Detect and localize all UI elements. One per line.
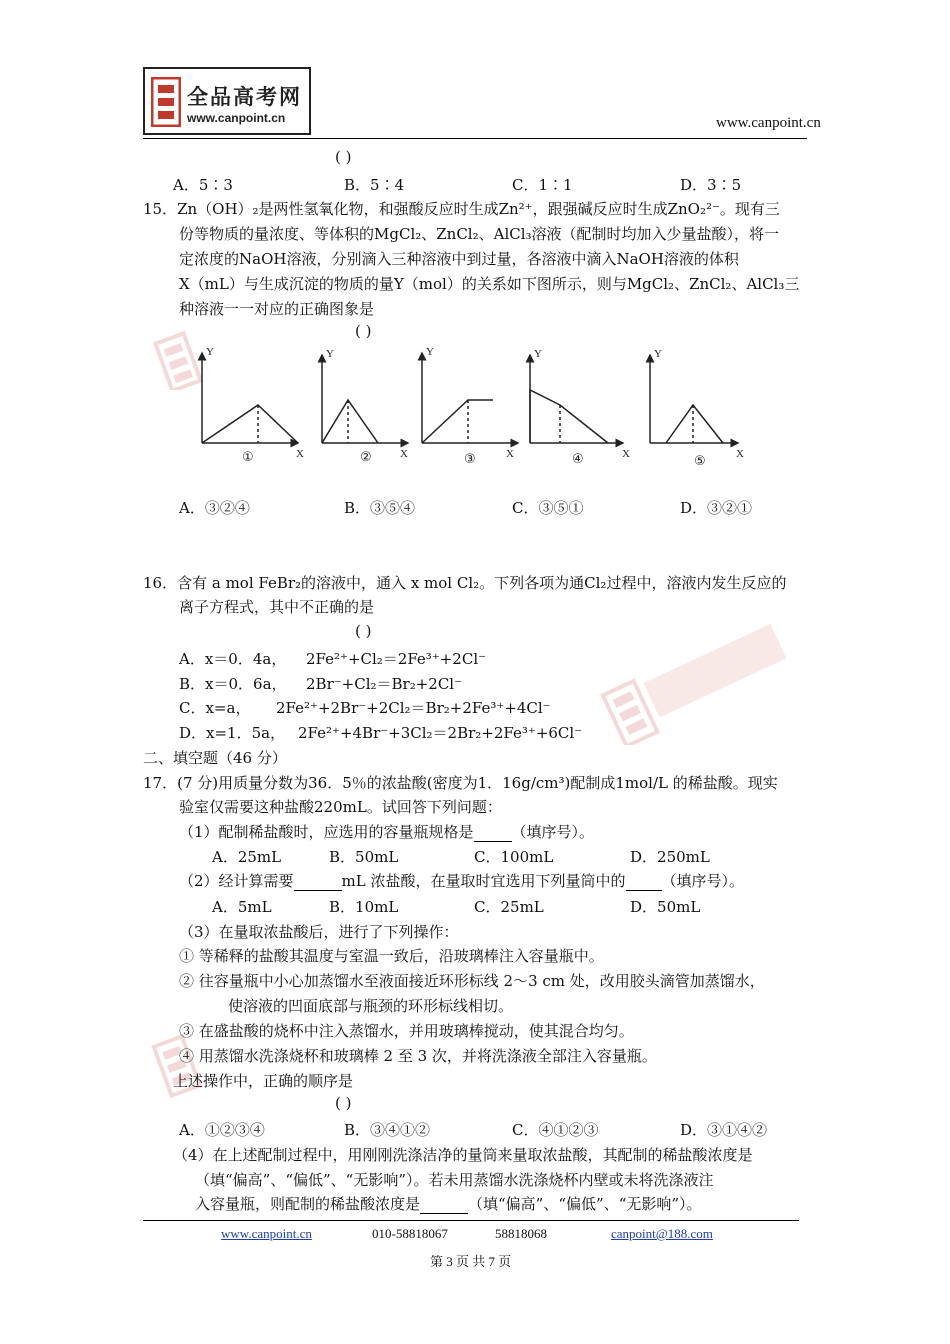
page-number: 第 3 页 共 7 页: [430, 1254, 512, 1269]
graph-4: [530, 355, 623, 443]
watermark-logo-icon: [595, 615, 795, 745]
q15-answer-paren: ( ): [355, 322, 372, 340]
q17-p1-option-c: C．100mL: [474, 848, 554, 866]
graph-1-x-label: X: [296, 448, 304, 460]
graph-2-label: ②: [360, 450, 372, 465]
q16-option-c-label: C．x=a，: [179, 699, 251, 717]
q17-p2-option-a: A．5mL: [212, 898, 272, 916]
q16-option-a-label: A．x＝0．4a，: [179, 650, 287, 668]
q17-p2-option-b: B．10mL: [329, 898, 399, 916]
footer-phone-2: 58818068: [495, 1226, 547, 1241]
q17-part-1-tail: （填序号）。: [511, 823, 595, 841]
graph-2: [322, 355, 408, 443]
q14-option-a: A．5∶3: [173, 176, 233, 194]
q17-step-4: ④ 用蒸馏水洗涤烧杯和玻璃棒 2 至 3 次，并将洗涤液全部注入容量瓶。: [179, 1047, 657, 1065]
q17-step-2-cont: 使溶液的凹面底部与瓶颈的环形标线相切。: [228, 997, 514, 1015]
q17-part-2-blank-cylinder[interactable]: [626, 876, 662, 891]
q17-order-option-b: B．③④①②: [344, 1121, 431, 1139]
q17-p2-option-d: D．50mL: [630, 898, 701, 916]
q17-step-3: ③ 在盛盐酸的烧杯中注入蒸馏水，并用玻璃棒搅动，使其混合均匀。: [179, 1022, 634, 1040]
q17-p1-option-d: D．250mL: [630, 848, 710, 866]
section-2-heading: 二、填空题（46 分）: [143, 749, 287, 767]
q17-part-4-line-1: （4）在上述配制过程中，用刚刚洗涤洁净的量筒来量取浓盐酸，其配制的稀盐酸浓度是: [173, 1146, 753, 1164]
q17-order-option-d: D．③①④②: [680, 1121, 768, 1139]
header-site-link[interactable]: www.canpoint.cn: [716, 115, 821, 131]
footer-rule: [143, 1220, 799, 1221]
q15-option-a: A．③②④: [179, 499, 250, 517]
q17-order-paren: ( ): [335, 1094, 352, 1112]
graph-3-x-label: X: [506, 448, 514, 460]
q17-order-option-c: C．④①②③: [512, 1121, 599, 1139]
q14-answer-paren: ( ): [335, 148, 352, 166]
graph-4-x-label: X: [622, 448, 630, 460]
q17-line-2: 验室仅需要这种盐酸220mL。试回答下列问题：: [179, 798, 502, 816]
q17-part-1: [179, 821, 594, 842]
q17-p1-option-a: A．25mL: [212, 848, 282, 866]
q15-line-2: 份等物质的量浓度、等体积的MgCl₂、ZnCl₂、AlCl₃溶液（配制时均加入少量盐酸），将一: [179, 225, 780, 243]
graph-1: [202, 353, 298, 443]
q17-part-3: （3）在量取浓盐酸后，进行了下列操作：: [179, 923, 459, 941]
graph-5-label: ⑤: [694, 454, 706, 469]
q16-line-1: 16．含有 a mol FeBr₂的溶液中，通入 x mol Cl₂。下列各项为通Cl₂过程中，溶液内发生反应的: [143, 574, 787, 592]
q17-part-2-text-b: mL 浓盐酸，在量取时宜选用下列量筒中的: [341, 872, 626, 890]
q17-order-question: 上述操作中，正确的顺序是: [173, 1072, 354, 1090]
graph-1-y-label: Y: [206, 346, 214, 358]
q15-line-4: X（mL）与生成沉淀的物质的量Y（mol）的关系如下图所示，则与MgCl₂、ZnCl₂、AlCl₃三: [179, 275, 800, 293]
q17-part-4-line-2: （填“偏高”、“偏低”、“无影响”）。若未用蒸馏水洗涤烧杯内壁或未将洗涤液注: [195, 1171, 714, 1189]
q15-option-d: D．③②①: [680, 499, 753, 517]
q14-option-b: B．5∶4: [344, 176, 405, 194]
q17-order-option-a: A．①②③④: [179, 1121, 265, 1139]
graph-2-x-label: X: [400, 448, 408, 460]
q17-part-1-blank[interactable]: [474, 827, 512, 842]
q17-p1-option-b: B．50mL: [329, 848, 399, 866]
q17-part-2-tail: （填序号）。: [661, 872, 745, 890]
logo-chinese-name: 全品高考网: [187, 85, 302, 109]
graph-4-y-label: Y: [534, 348, 542, 360]
q17-part-4-tail: （填“偏高”、“偏低”、“无影响”）。: [468, 1195, 702, 1213]
q17-part-2: [179, 870, 744, 891]
footer-site-link[interactable]: www.canpoint.cn: [221, 1226, 312, 1241]
q17-part-2-blank-volume[interactable]: [294, 876, 342, 891]
q15-graphs: [188, 345, 763, 470]
graph-1-label: ①: [242, 450, 254, 465]
graph-3: [422, 353, 518, 443]
canpoint-logo-icon: [151, 77, 181, 127]
q15-line-1: 15．Zn（OH）₂是两性氢氧化物，和强酸反应时生成Zn²⁺，跟强碱反应时生成ZnO₂²⁻。现有三: [143, 200, 780, 218]
q16-option-d-label: D．x=1．5a，: [179, 724, 286, 742]
graph-3-label: ③: [464, 452, 476, 467]
q16-option-d-eq: 2Fe²⁺+4Br⁻+3Cl₂＝2Br₂+2Fe³⁺+6Cl⁻: [298, 724, 583, 742]
q17-part-4-line-3: [195, 1193, 702, 1214]
q14-option-c: C．1∶1: [512, 176, 573, 194]
site-logo: [143, 67, 311, 135]
q16-option-b-label: B．x＝0．6a，: [179, 675, 287, 693]
logo-url: www.canpoint.cn: [187, 111, 286, 125]
q16-line-2: 离子方程式，其中不正确的是: [179, 598, 375, 616]
q17-p2-option-c: C．25mL: [474, 898, 544, 916]
q14-option-d: D．3∶5: [680, 176, 742, 194]
q17-part-4-text: 入容量瓶，则配制的稀盐酸浓度是: [195, 1195, 421, 1213]
q16-option-b-eq: 2Br⁻+Cl₂＝Br₂+2Cl⁻: [306, 675, 463, 693]
q16-option-a-eq: 2Fe²⁺+Cl₂＝2Fe³⁺+2Cl⁻: [306, 650, 487, 668]
graph-5-y-label: Y: [654, 348, 662, 360]
q17-part-1-text: （1）配制稀盐酸时，应选用的容量瓶规格是: [179, 823, 474, 841]
q17-step-1: ① 等稀释的盐酸其温度与室温一致后，沿玻璃棒注入容量瓶中。: [179, 947, 604, 965]
q17-step-2: ② 往容量瓶中小心加蒸馏水至液面接近环形标线 2～3 cm 处，改用胶头滴管加蒸馏水，: [179, 972, 765, 990]
footer-email-link[interactable]: canpoint@188.com: [611, 1226, 713, 1241]
graph-5: [650, 355, 738, 443]
q15-line-3: 定浓度的NaOH溶液，分别滴入三种溶液中到过量，各溶液中滴入NaOH溶液的体积: [179, 250, 739, 268]
graph-4-label: ④: [572, 452, 584, 467]
q17-part-2-text-a: （2）经计算需要: [179, 872, 294, 890]
graph-2-y-label: Y: [326, 348, 334, 360]
graph-3-y-label: Y: [426, 346, 434, 358]
q15-option-b: B．③⑤④: [344, 499, 416, 517]
q16-answer-paren: ( ): [355, 622, 372, 640]
graph-5-x-label: X: [736, 448, 744, 460]
q15-line-5: 种溶液一一对应的正确图象是: [179, 300, 375, 318]
header-rule: [143, 138, 807, 139]
footer-phone-1: 010-58818067: [372, 1226, 448, 1241]
q17-line-1: 17．(7 分)用质量分数为36．5％的浓盐酸(密度为1．16g/cm³)配制成1mol/L 的稀盐酸。现实: [143, 774, 778, 792]
q16-option-c-eq: 2Fe²⁺+2Br⁻+2Cl₂＝Br₂+2Fe³⁺+4Cl⁻: [276, 699, 551, 717]
q15-option-c: C．③⑤①: [512, 499, 584, 517]
q17-part-4-blank[interactable]: [420, 1199, 468, 1214]
